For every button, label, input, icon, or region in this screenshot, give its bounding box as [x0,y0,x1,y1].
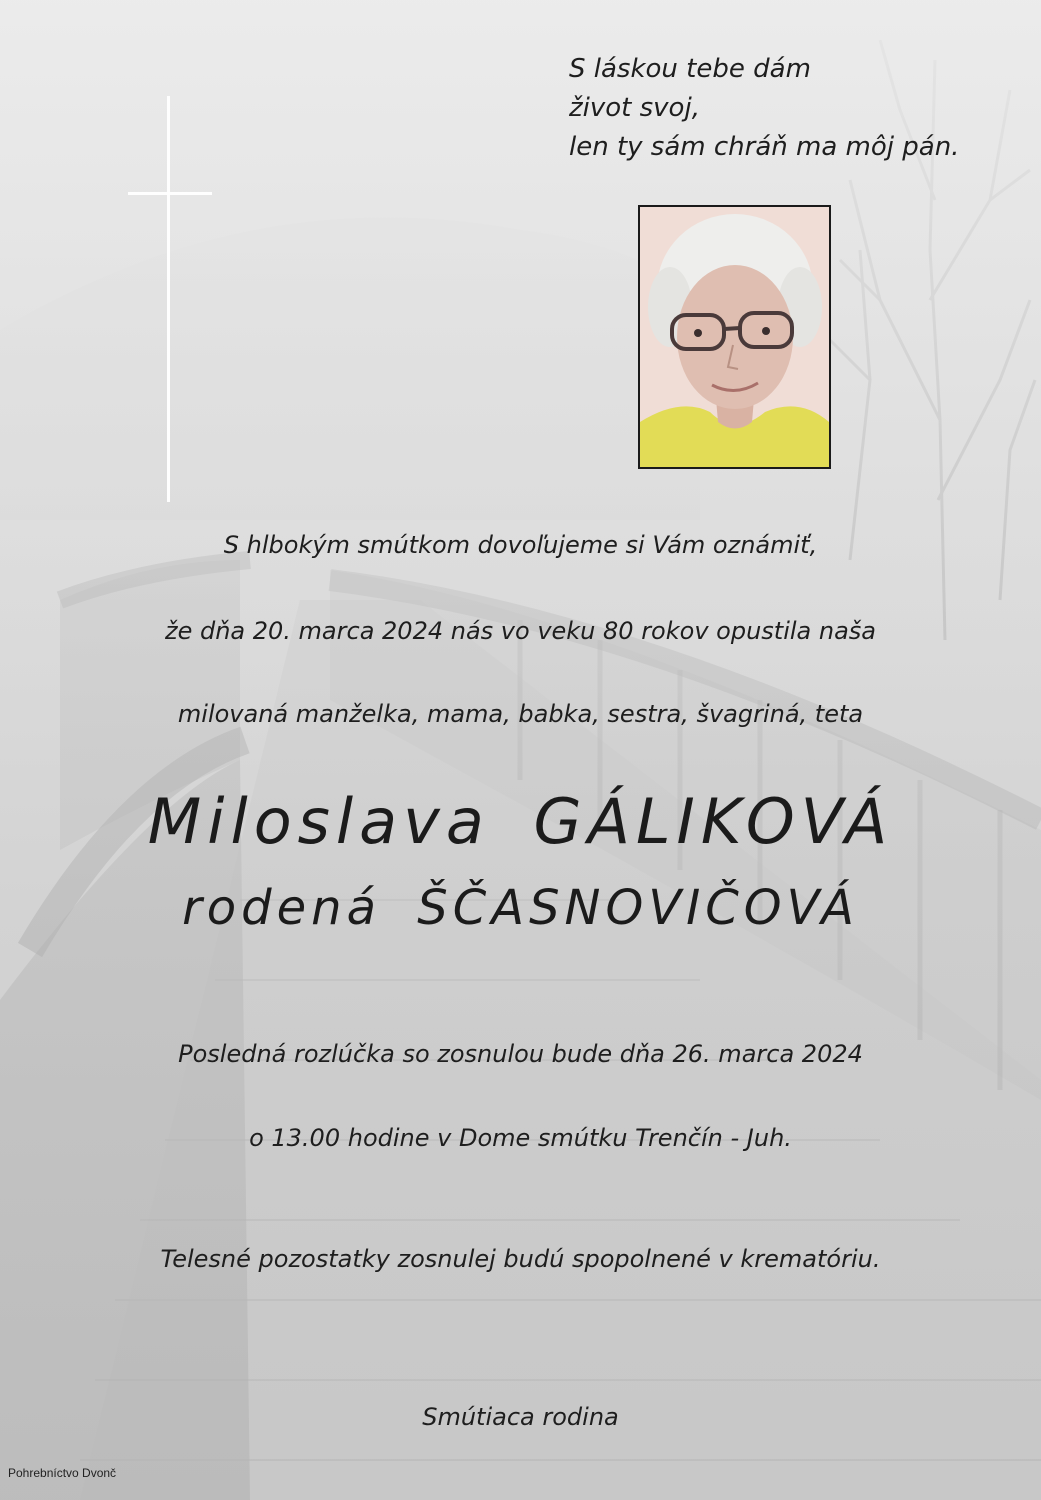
funeral-info-line-1: Posledná rozlúčka so zosnulou bude dňa 26. marca 2024 [178,1040,863,1068]
portrait-photo [638,205,831,469]
poem-line: S láskou tebe dám [569,54,811,84]
signature: Smútiaca rodina [422,1403,619,1431]
cross-vertical-bar [167,96,170,502]
cross-horizontal-bar [128,192,212,195]
footer-credit: Pohrebníctvo Dvonč [8,1466,117,1480]
intro-line-2: že dňa 20. marca 2024 nás vo veku 80 rokov opustila naša [164,617,876,645]
intro-line-3: milovaná manželka, mama, babka, sestra, švagriná, teta [177,700,864,728]
portrait-illustration [640,207,829,467]
poem-line: život svoj, [569,93,700,123]
funeral-info-line-2: o 13.00 hodine v Dome smútku Trenčín - Juh. [249,1124,792,1152]
deceased-name: Miloslava GÁLIKOVÁ [147,785,894,858]
poem-line: len ty sám chráň ma môj pán. [569,132,960,162]
cremation-note: Telesné pozostatky zosnulej budú spopolnené v krematóriu. [160,1245,881,1273]
intro-line-1: S hlbokým smútkom dovoľujeme si Vám oznámiť, [223,531,818,559]
maiden-name: rodená ŠČASNOVIČOVÁ [182,880,859,936]
poem [569,50,1009,167]
